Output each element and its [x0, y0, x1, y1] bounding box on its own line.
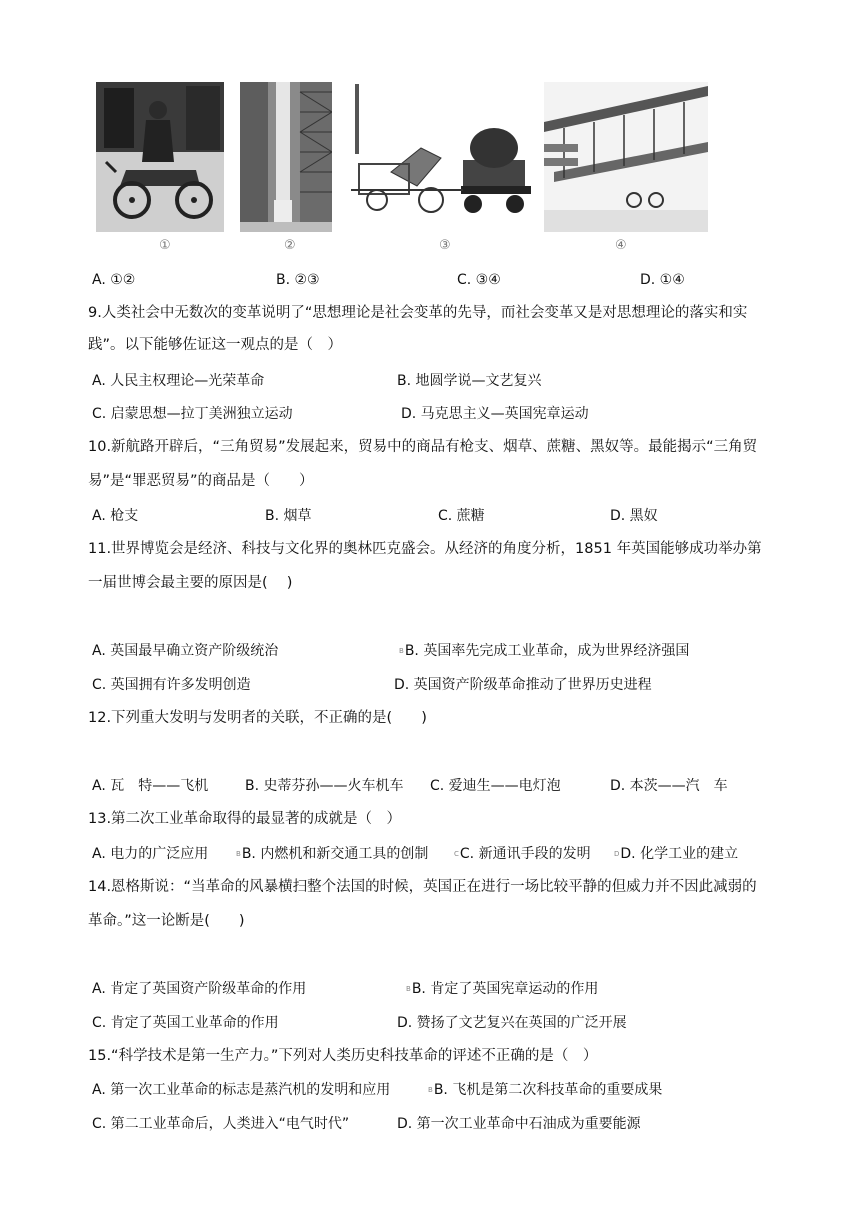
q13-option-d[interactable] [614, 844, 738, 864]
locomotive-photo [351, 82, 541, 232]
q11-option-c[interactable]: C. 英国拥有许多发明创造 [92, 677, 251, 693]
q9-stem-line2: 践”。以下能够佐证这一观点的是（ ） [88, 337, 343, 353]
q11-option-a[interactable]: A. 英国最早确立资产阶级统治 [92, 643, 279, 659]
q12-option-c[interactable]: C. 爱迪生——电灯泡 [430, 778, 561, 794]
q14-stem-line2: 革命。”这一论断是( ) [88, 913, 245, 929]
q9-option-b[interactable]: B. 地圆学说—文艺复兴 [397, 373, 542, 389]
q12-option-b[interactable]: B. 史蒂芬孙——火车机车 [245, 778, 404, 794]
q13-option-c-text: C. 新通讯手段的发明 [459, 846, 591, 862]
q10-option-b[interactable]: B. 烟草 [265, 508, 312, 524]
option-marker: B [399, 647, 404, 655]
q15-option-d[interactable]: D. 第一次工业革命中石油成为重要能源 [397, 1116, 641, 1132]
q12-option-d[interactable]: D. 本茨——汽 车 [610, 778, 728, 794]
q10-stem-line2: 易”是“罪恶贸易”的商品是（ ） [88, 473, 314, 489]
q8-option-c[interactable]: C. ③④ [457, 272, 501, 288]
q12-stem: 12.下列重大发明与发明者的关联，不正确的是( ) [88, 710, 427, 726]
q11-option-b-text: B. 英国率先完成工业革命，成为世界经济强国 [404, 643, 690, 659]
figure-label-4: ④ [615, 238, 627, 253]
option-marker: B [236, 850, 241, 858]
q11-stem-line1: 11.世界博览会是经济、科技与文化界的奥林匹克盛会。从经济的角度分析，1851 年英国能够成功举办第 [88, 541, 762, 557]
q8-option-b[interactable]: B. ②③ [276, 272, 320, 288]
q10-stem-line1: 10.新航路开辟后，“三角贸易”发展起来，贸易中的商品有枪支、烟草、蔗糖、黑奴等。最能揭示“三角贸 [88, 439, 758, 455]
q15-option-b-text: B. 飞机是第二次科技革命的重要成果 [433, 1082, 663, 1098]
q10-option-c[interactable]: C. 蔗糖 [438, 508, 485, 524]
q14-stem-line1: 14.恩格斯说：“当革命的风暴横扫整个法国的时候，英国正在进行一场比较平静的但威力并不因此减弱的 [88, 879, 757, 895]
q15-option-b[interactable] [428, 1080, 662, 1100]
option-marker: B [428, 1086, 433, 1094]
q8-option-d[interactable]: D. ①④ [640, 272, 685, 288]
q14-option-b[interactable] [406, 979, 598, 999]
q9-option-d[interactable]: D. 马克思主义—英国宪章运动 [401, 406, 589, 422]
figure-label-3: ③ [439, 238, 451, 253]
inventions-figure [96, 82, 708, 260]
early-car-photo [96, 82, 224, 232]
q14-option-a[interactable]: A. 肯定了英国资产阶级革命的作用 [92, 981, 307, 997]
q11-stem-line2: 一届世博会最主要的原因是( ) [88, 575, 293, 591]
q14-option-c[interactable]: C. 肯定了英国工业革命的作用 [92, 1015, 279, 1031]
q14-option-b-text: B. 肯定了英国宪章运动的作用 [411, 981, 599, 997]
q11-option-b[interactable] [399, 641, 689, 661]
figure-label-1: ① [159, 238, 171, 253]
q9-option-a[interactable]: A. 人民主权理论—光荣革命 [92, 373, 265, 389]
q9-option-c[interactable]: C. 启蒙思想—拉丁美洲独立运动 [92, 406, 293, 422]
option-marker: B [406, 985, 411, 993]
q13-option-b-text: B. 内燃机和新交通工具的创制 [241, 846, 429, 862]
q10-option-d[interactable]: D. 黑奴 [610, 508, 658, 524]
option-marker: C [454, 850, 459, 858]
q10-option-a[interactable]: A. 枪支 [92, 508, 139, 524]
q15-option-c[interactable]: C. 第二工业革命后，人类进入“电气时代” [92, 1116, 350, 1132]
option-marker: D [614, 850, 620, 858]
q11-option-d[interactable]: D. 英国资产阶级革命推动了世界历史进程 [394, 677, 652, 693]
q15-option-a[interactable]: A. 第一次工业革命的标志是蒸汽机的发明和应用 [92, 1082, 391, 1098]
q13-option-b[interactable] [236, 844, 428, 864]
q14-option-d[interactable]: D. 赞扬了文艺复兴在英国的广泛开展 [397, 1015, 627, 1031]
q13-option-c[interactable] [454, 844, 591, 864]
q13-stem: 13.第二次工业革命取得的最显著的成就是（ ） [88, 811, 402, 827]
q8-option-a[interactable]: A. ①② [92, 272, 136, 288]
q13-option-d-text: D. 化学工业的建立 [620, 846, 739, 862]
tower-photo [240, 82, 332, 232]
figure-label-2: ② [284, 238, 296, 253]
q12-option-a[interactable]: A. 瓦 特——飞机 [92, 778, 209, 794]
q9-stem-line1: 9.人类社会中无数次的变革说明了“思想理论是社会变革的先导，而社会变革又是对思想理论的落实和实 [88, 305, 748, 321]
biplane-photo [544, 82, 708, 232]
q15-stem: 15.“科学技术是第一生产力。”下列对人类历史科技革命的评述不正确的是（ ） [88, 1048, 598, 1064]
q13-option-a[interactable]: A. 电力的广泛应用 [92, 846, 209, 862]
